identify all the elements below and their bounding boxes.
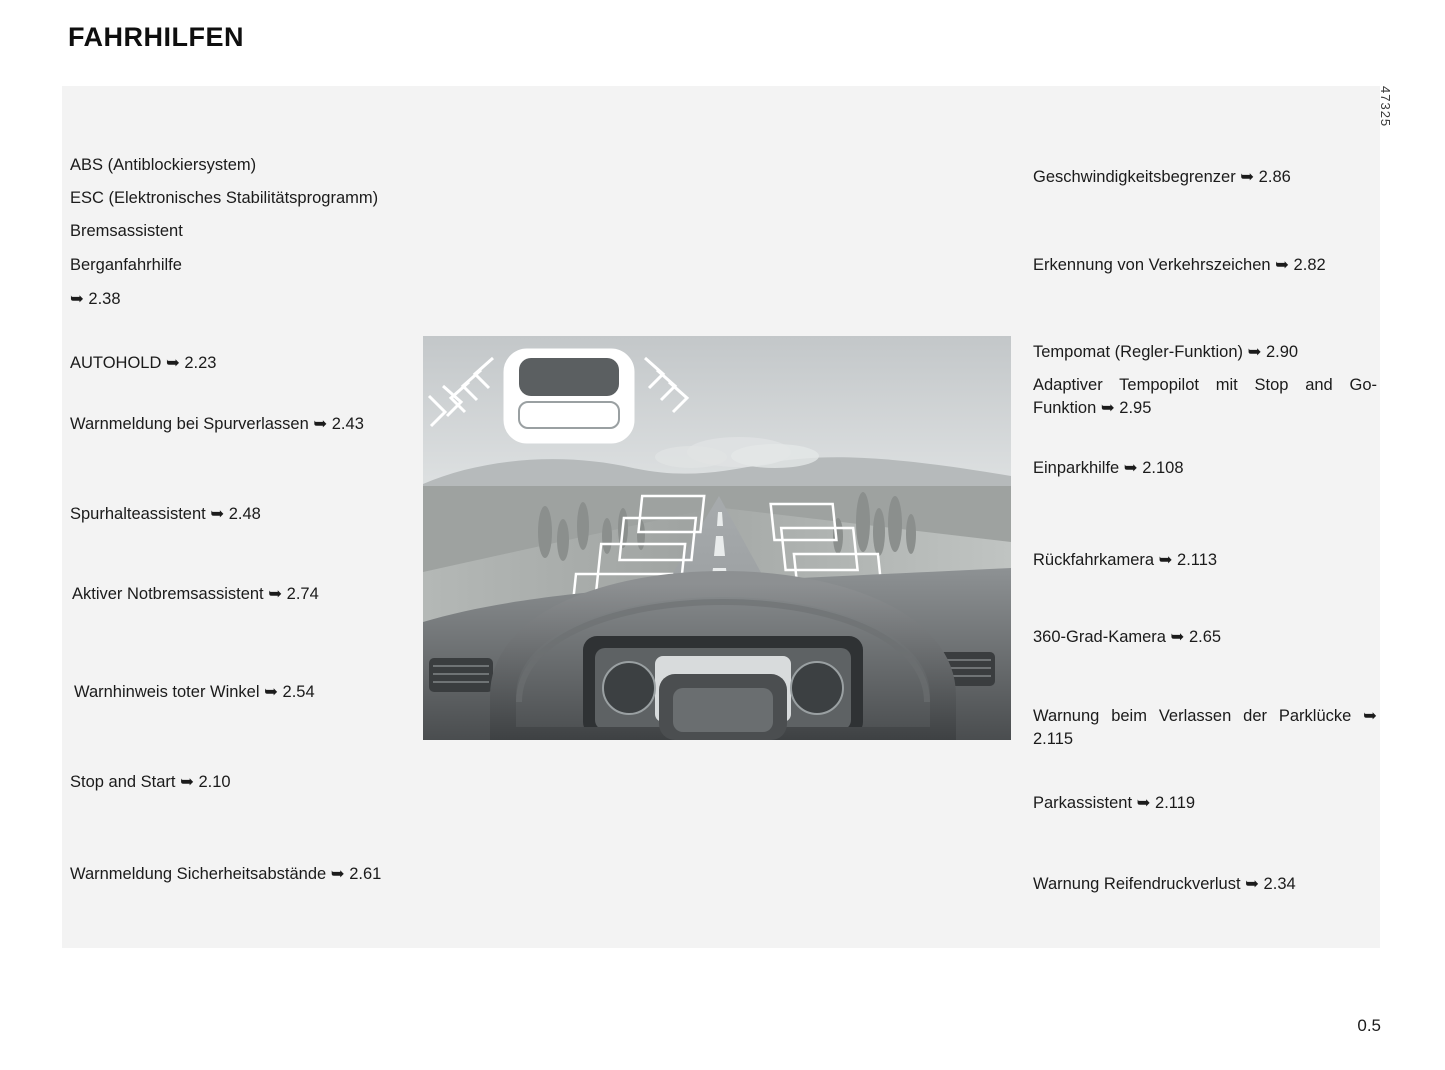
list-item: ABS (Antiblockiersystem) (70, 156, 257, 174)
list-item: Parkassistent ➥ 2.119 (1033, 794, 1196, 812)
list-item: ESC (Elektronisches Stabilitätsprogramm) (70, 189, 379, 207)
list-item: Rückfahrkamera ➥ 2.113 (1033, 551, 1218, 569)
illustration-svg (423, 336, 1011, 740)
list-item: Adaptiver Tempopilot mit Stop and Go-Funktion ➥ 2.95 (1033, 376, 1377, 418)
page-number: 0.5 (1357, 1016, 1381, 1035)
driving-aids-illustration (423, 336, 1011, 740)
list-item: Bremsassistent (70, 222, 183, 240)
list-item: Stop and Start ➥ 2.10 (70, 773, 231, 791)
list-item: Geschwindigkeitsbegrenzer ➥ 2.86 (1033, 168, 1291, 186)
list-item: 360-Grad-Kamera ➥ 2.65 (1033, 628, 1222, 646)
list-item: Warnhinweis toter Winkel ➥ 2.54 (74, 683, 315, 701)
list-item: Warnmeldung Sicherheitsabstände ➥ 2.61 (70, 865, 382, 883)
list-item: Spurhalteassistent ➥ 2.48 (70, 505, 261, 523)
list-item: Berganfahrhilfe (70, 256, 182, 274)
list-item: Warnmeldung bei Spurverlassen ➥ 2.43 (70, 415, 364, 433)
page-title: FAHRHILFEN (68, 22, 244, 52)
list-item: Warnung Reifendruckverlust ➥ 2.34 (1033, 875, 1296, 893)
list-item: Warnung beim Verlassen der Parklücke ➥ 2.115 (1033, 707, 1377, 749)
list-item: Aktiver Notbremsassistent ➥ 2.74 (72, 585, 319, 603)
list-item: Tempomat (Regler-Funktion) ➥ 2.90 (1033, 343, 1299, 361)
reference-number: 47325 (1378, 86, 1393, 128)
list-item: ➥ 2.38 (70, 290, 121, 308)
list-item: AUTOHOLD ➥ 2.23 (70, 354, 217, 372)
list-item: Erkennung von Verkehrszeichen ➥ 2.82 (1033, 256, 1326, 274)
list-item: Einparkhilfe ➥ 2.108 (1033, 459, 1184, 477)
car-pictogram (505, 350, 633, 442)
